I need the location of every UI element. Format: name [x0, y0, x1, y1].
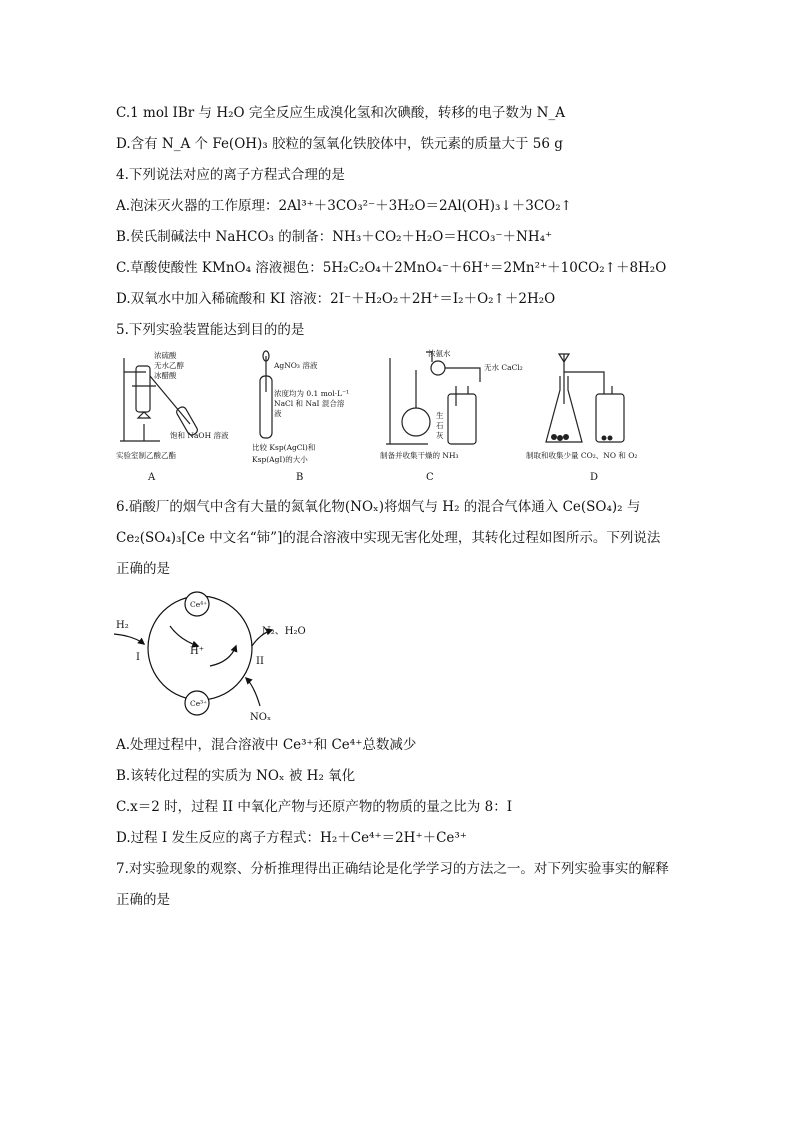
- n2-h2o-label: N₂、H₂O: [262, 626, 306, 637]
- app-b-letter: B: [296, 472, 304, 483]
- app-b-label-4: 液: [274, 409, 282, 418]
- q4-option-a: A.泡沫灭火器的工作原理：2Al³⁺＋3CO₃²⁻＋3H₂O＝2Al(OH)₃↓＋3CO₂↑: [116, 198, 572, 214]
- app-c-label-4: 石: [436, 421, 444, 430]
- q6-stem-3: 正确的是: [116, 561, 170, 577]
- ce4-label: Ce⁴⁺: [190, 600, 208, 609]
- app-a-label-3: 冰醋酸: [154, 371, 177, 380]
- app-c-label-5: 灰: [436, 431, 444, 440]
- q3-option-c: C.1 mol IBr 与 H₂O 完全反应生成溴化氢和次碘酸，转移的电子数为 N_A: [116, 105, 565, 121]
- q6-option-b: B.该转化过程的实质为 NOₓ 被 H₂ 氧化: [116, 768, 356, 784]
- app-b-caption-1: 比较 Ksp(AgCl)和: [252, 443, 316, 452]
- q4-option-d: D.双氧水中加入稀硫酸和 KI 溶液：2I⁻＋H₂O₂＋2H⁺＝I₂＋O₂↑＋2H₂O: [116, 291, 556, 307]
- nox-label: NOₓ: [250, 712, 272, 723]
- q4-option-c: C.草酸使酸性 KMnO₄ 溶液褪色：5H₂C₂O₄＋2MnO₄⁻＋6H⁺＝2Mn²⁺＋10CO₂↑＋8H₂O: [116, 260, 667, 276]
- q6-stem-1: 6.硝酸厂的烟气中含有大量的氮氧化物(NOₓ)将烟气与 H₂ 的混合气体通入 Ce(SO₄)₂ 与: [116, 499, 641, 515]
- app-b-label-3: NaCl 和 NaI 混合溶: [274, 399, 345, 408]
- app-a-label-2: 无水乙醇: [154, 361, 184, 370]
- app-c-label-2: 无水 CaCl₂: [484, 363, 523, 372]
- app-b-label-1: AgNO₃ 溶液: [274, 361, 318, 370]
- h2-label: H₂: [116, 620, 129, 631]
- q5-stem: 5.下列实验装置能达到目的的是: [116, 322, 305, 338]
- app-d-caption: 制取和收集少量 CO₂、NO 和 O₂: [526, 451, 638, 460]
- ce3-label: Ce³⁺: [190, 699, 208, 708]
- app-c-caption: 制备并收集干燥的 NH₃: [380, 451, 459, 460]
- app-b-caption-2: Ksp(AgI)的大小: [252, 455, 308, 464]
- q6-option-d: D.过程 I 发生反应的离子方程式：H₂＋Ce⁴⁺＝2H⁺＋Ce³⁺: [116, 830, 467, 846]
- q6-stem-2: Ce₂(SO₄)₃[Ce 中文名“铈”]的混合溶液中实现无害化处理，其转化过程如图所示。下列说法: [116, 530, 661, 546]
- step-2-label: II: [256, 656, 264, 667]
- app-c-letter: C: [426, 472, 434, 483]
- app-a-letter: A: [148, 472, 156, 483]
- q7-stem-2: 正确的是: [116, 892, 170, 908]
- q5-apparatus-figure: [110, 346, 680, 486]
- q6-option-a: A.处理过程中，混合溶液中 Ce³⁺和 Ce⁴⁺总数减少: [116, 737, 417, 753]
- step-1-label: I: [136, 652, 140, 663]
- q4-stem: 4.下列说法对应的离子方程式合理的是: [116, 167, 345, 183]
- app-c-label-3: 生: [436, 411, 444, 420]
- app-a-caption: 实验室制乙酸乙酯: [116, 451, 176, 460]
- q7-stem-1: 7.对实验现象的观察、分析推理得出正确结论是化学学习的方法之一。对下列实验事实的解释: [116, 861, 669, 877]
- app-b-label-2: 浓度均为 0.1 mol·L⁻¹: [274, 389, 350, 398]
- h-plus-label: H⁺: [190, 646, 204, 657]
- app-a-label-4: 饱和 NaOH 溶液: [170, 431, 229, 440]
- ce-cycle-diagram: [110, 586, 330, 726]
- q4-option-b: B.侯氏制碱法中 NaHCO₃ 的制备：NH₃＋CO₂＋H₂O＝HCO₃⁻＋NH₄⁺: [116, 229, 553, 245]
- q6-option-c: C.x＝2 时，过程 II 中氧化产物与还原产物的物质的量之比为 8：I: [116, 799, 513, 815]
- app-c-label-1: 浓氨水: [428, 349, 451, 358]
- app-d-letter: D: [590, 472, 599, 483]
- q3-option-d: D.含有 N_A 个 Fe(OH)₃ 胶粒的氢氧化铁胶体中，铁元素的质量大于 56 g: [116, 136, 563, 152]
- app-a-label-1: 浓硫酸: [154, 351, 177, 360]
